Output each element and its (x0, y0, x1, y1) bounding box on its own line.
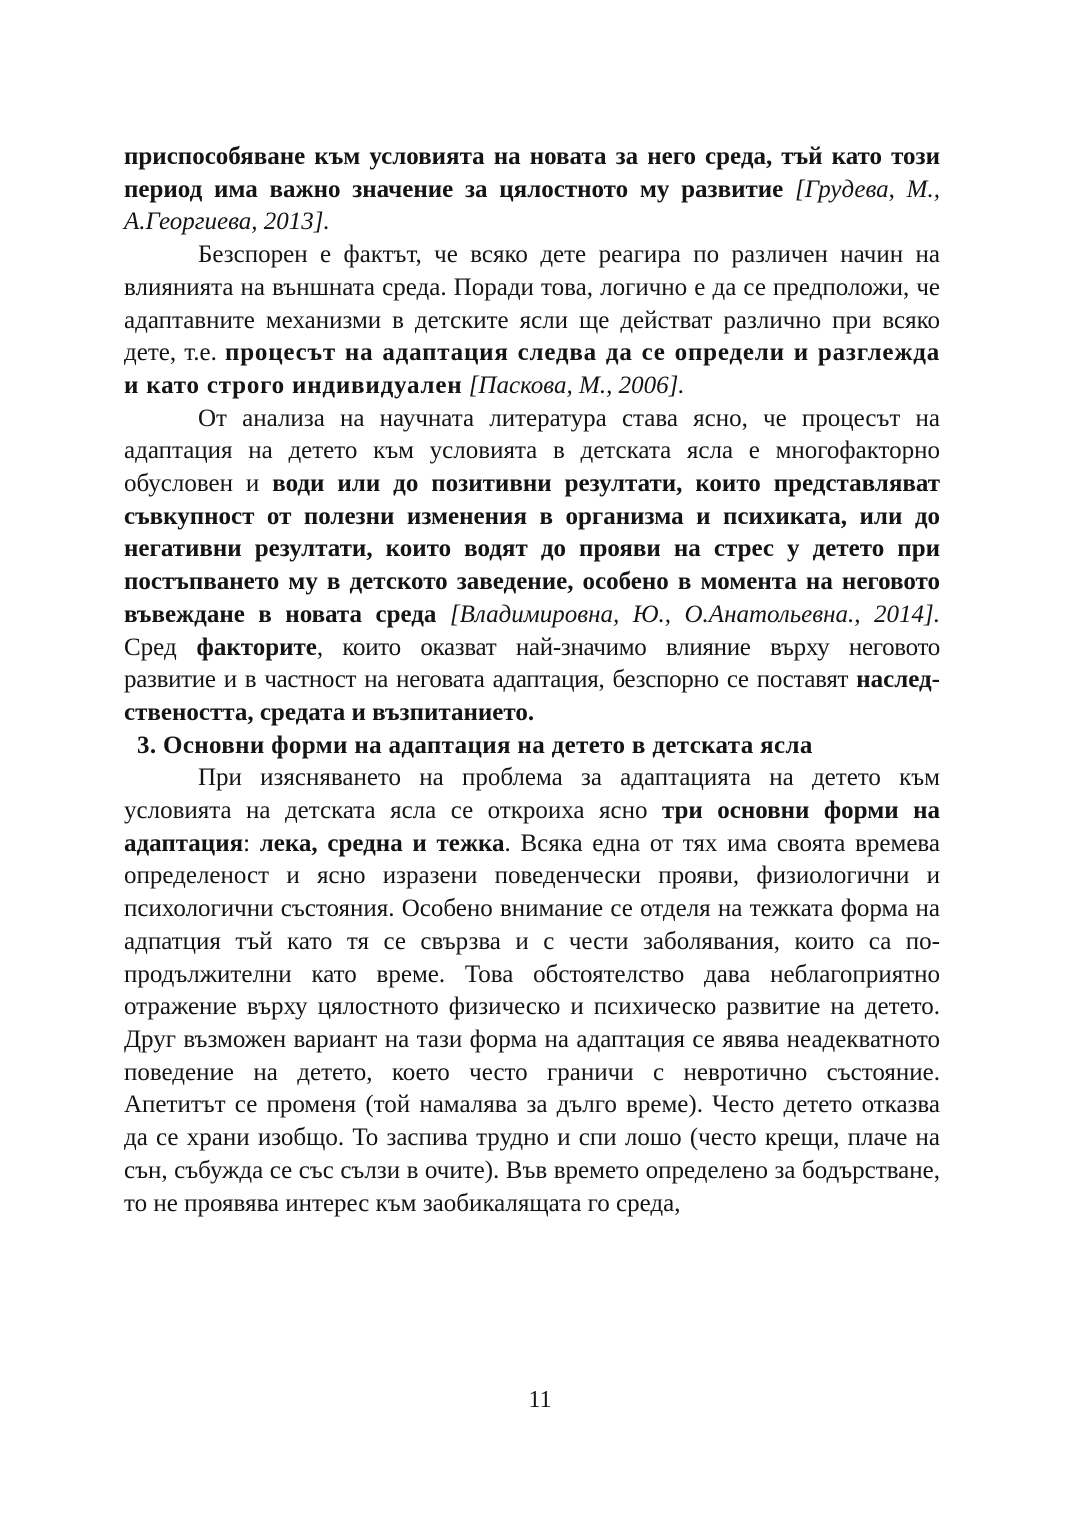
citation: [Владимировна, Ю., О.Анатольевна., 2014]. (449, 600, 940, 628)
text-span: . Всяка една от тях има своята времева определеност и ясно изразени поведенчески прояви, физиологични и психологични състояния. Особено внимание се отделя на тежката форма на адпатция тъй като тя се свързва и с чести заболявания, които са по-продължителни като време. Това обстоятелство дава неблагоприятно отражение върху цялостното физическо и психическо развитие на детето. Друг възможен вариант на тази форма на адаптация се явява неадекватното поведение на детето, което често граничи с невротично състояние. Апетитът се променя (той намалява за дълго време). Често детето отказва да се храни изобщо. То заспива трудно и спи лошо (често крещи, плаче на сън, събужда се със сълзи в очите). Във времето определено за бодърстване, то не проявява интерес към заобикалящата го среда, (124, 829, 940, 1217)
text-span (436, 601, 449, 628)
text-span: , които оказват най-значимо влияние върху неговото развитие и в частност на неговата адаптация, безспорно се поставят (124, 633, 940, 694)
page-number: 11 (528, 1387, 552, 1413)
text-span: Безспорен е фактът, че всяко дете реагира по различен начин на влиянията на външната среда. Поради това, логично е да се предположи, че адаптавните механизми в детските ясли ще действат различно при всяко дете, т.е. (124, 241, 940, 367)
bold-span: наследствеността, средата и възпитанието. (124, 666, 940, 726)
bold-span: факторите (196, 633, 317, 661)
section-heading: 3. Основни форми на адаптация на детето в детската ясла (137, 731, 813, 759)
paragraph-2 (124, 239, 940, 403)
text-span: При изясняването на проблема за адаптацията на детето към условията на детската ясла се откроиха ясно (124, 764, 940, 825)
paragraph-3 (124, 403, 940, 730)
text-span: Сред (124, 633, 197, 661)
bold-span: процесът на адаптация следва да се определи и разглежда и като строго индивидуален (124, 339, 940, 399)
bold-span: лека, средна и тежка (259, 829, 505, 857)
citation: [Грудева, М., А.Георгиева, 2013]. (124, 175, 940, 236)
citation: [Паскова, М., 2006]. (468, 371, 685, 399)
paragraph-1 (124, 141, 940, 239)
body-text (124, 141, 940, 1220)
bold-span: три основни форми на адаптация (124, 797, 940, 857)
paragraph-4 (124, 762, 940, 1220)
bold-span: води или до позитивни резултати, които представляват съвкупност от полезни изменения в организма и психиката, или до негативни резултати, които водят до прояви на стрес у детето при постъпването му в детското заведение, особено в момента на неговото въвеждане в новата среда (124, 470, 940, 628)
text-span: От анализа на научната литература става ясно, че процесът на адаптация на детето към условията в детската ясла е многофакторно обусловен и (124, 404, 940, 498)
text-span (783, 176, 795, 203)
text-span: : (243, 829, 260, 857)
bold-span: приспособяване към условията на новата за него среда, тъй като този период има важно значение за цялостното му развитие (124, 143, 940, 203)
